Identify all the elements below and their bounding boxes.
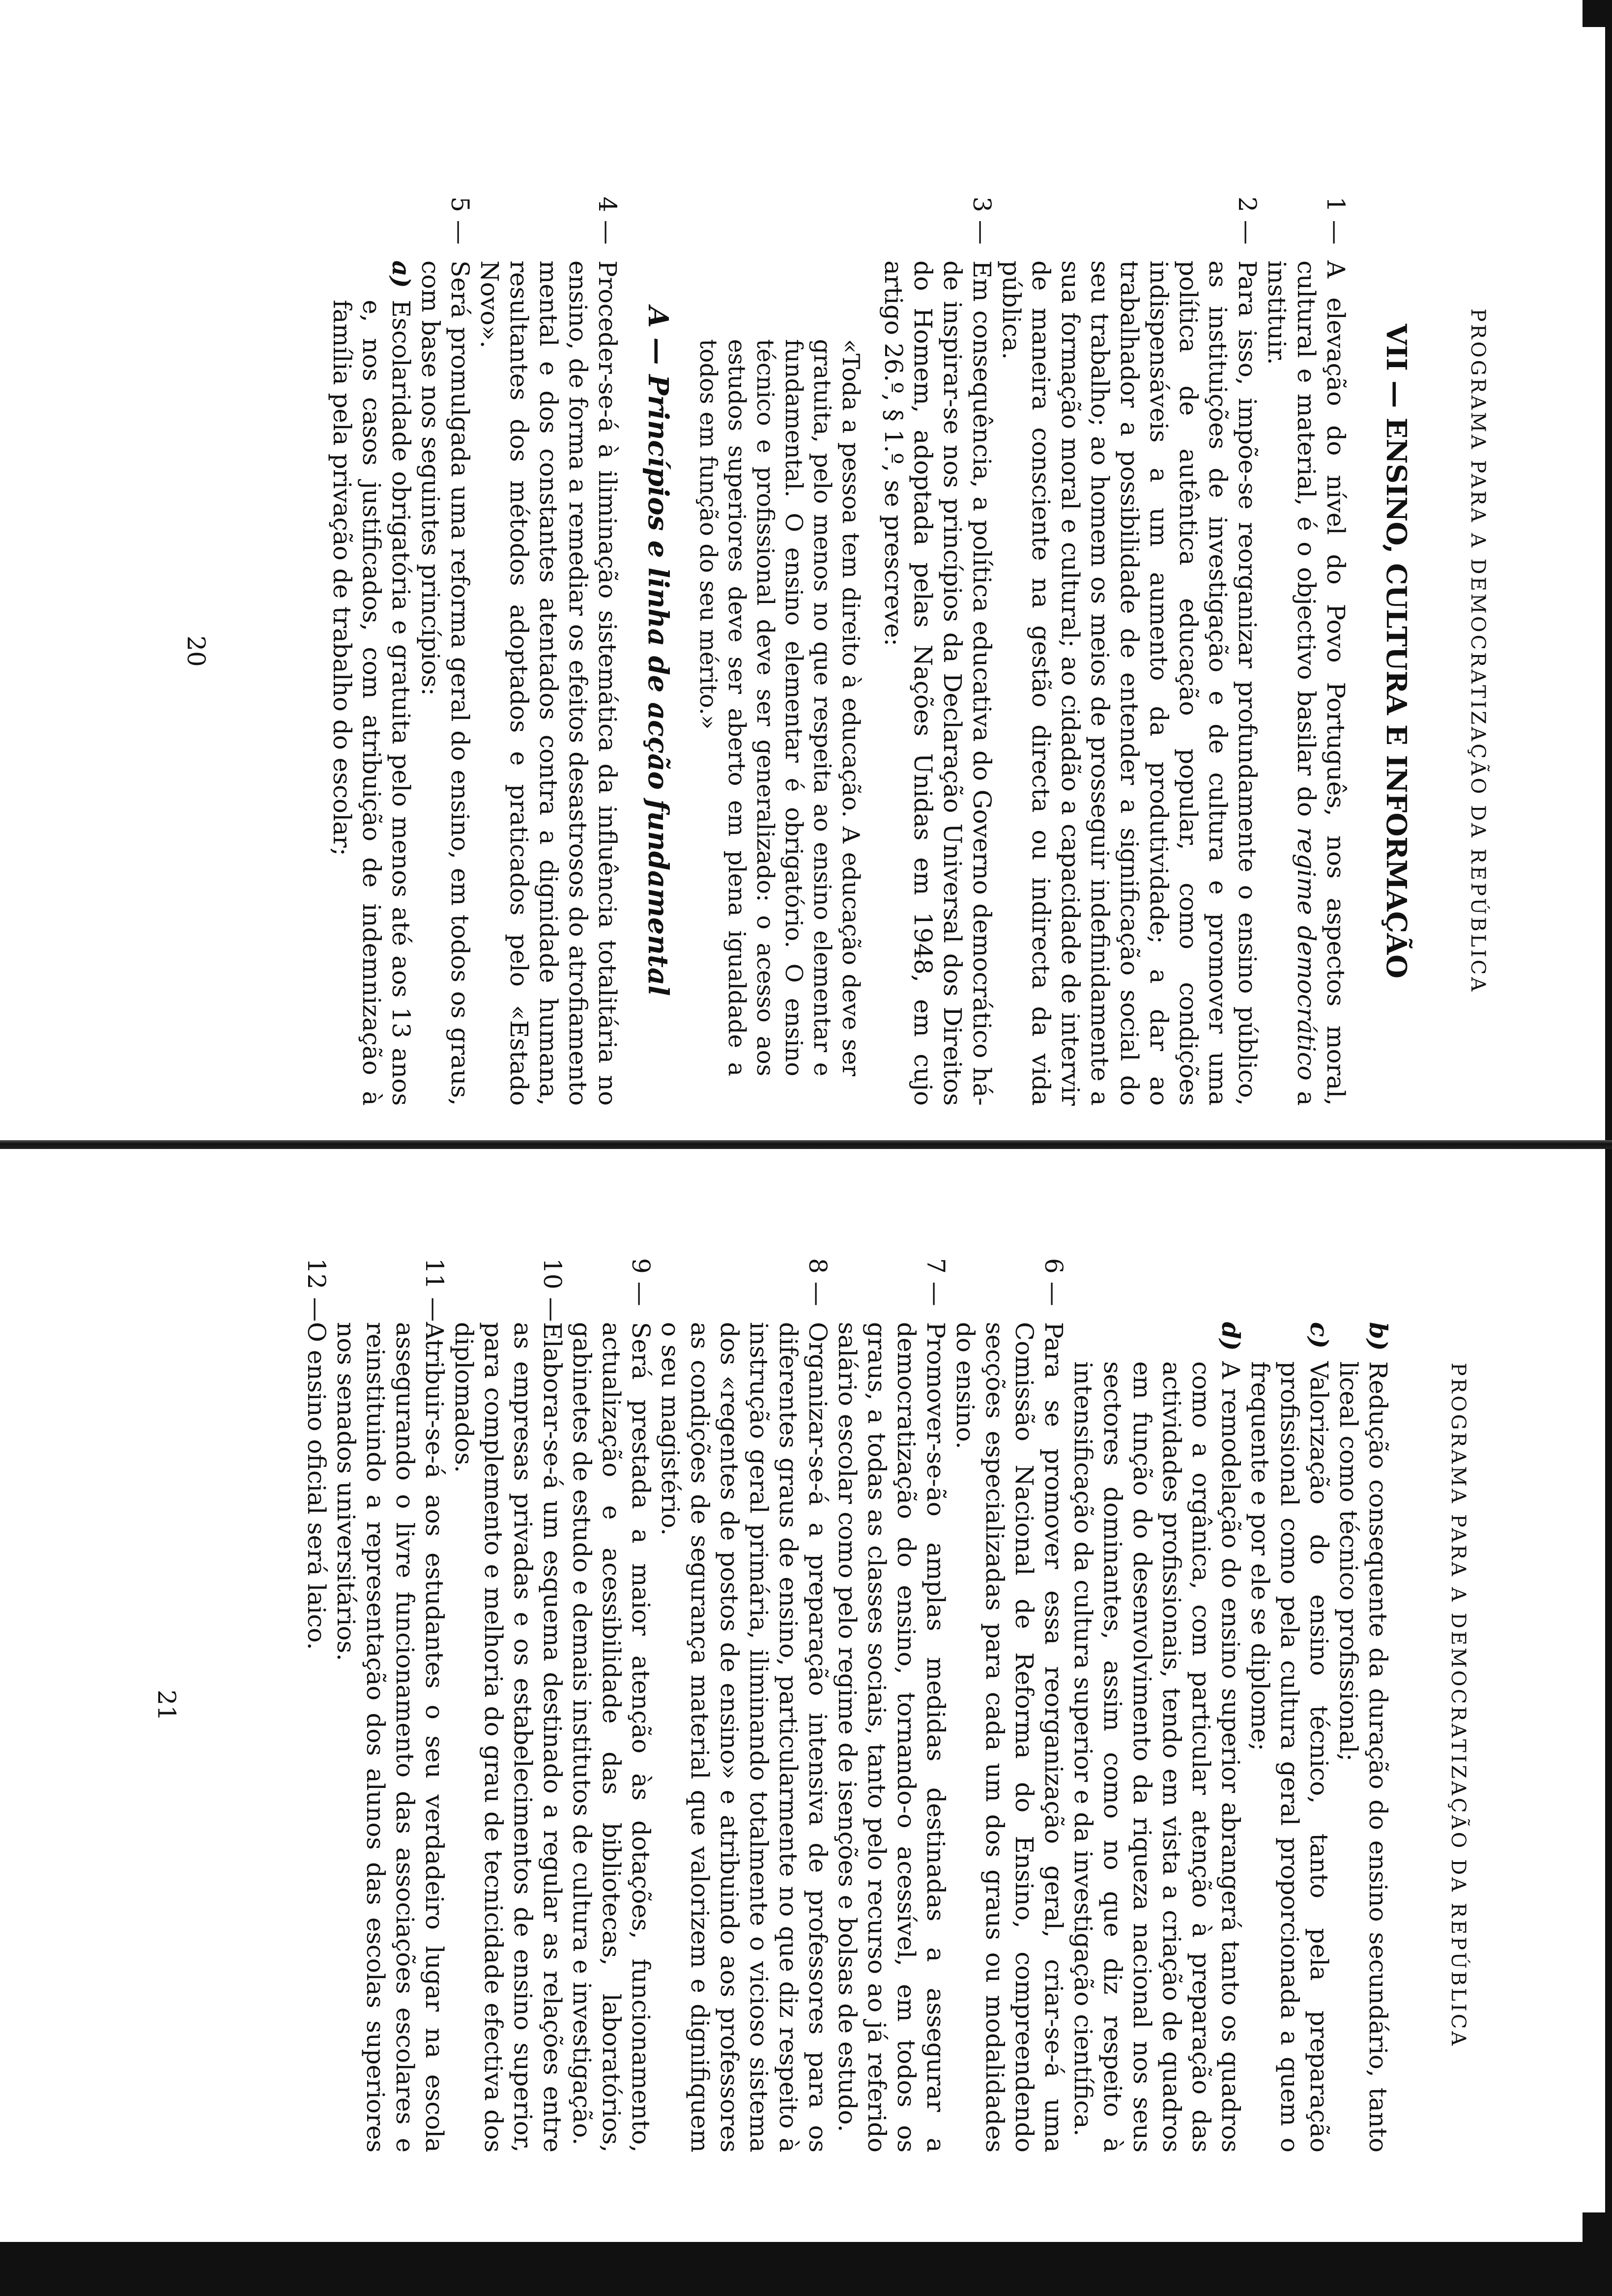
block-quote: «Toda a pessoa tem direito à educação. A educação deve ser gratuita, pelo menos no que respeita ao ensino elementar e fundamental. O ensino elementar é obrigatório. O ensino técnico e profissional deve ser generalizado: o acesso aos estudos superiores deve ser aberto em plena igualdade a todos em função do seu mérito.» bbox=[694, 339, 864, 1076]
page-21 bbox=[133, 1258, 1469, 2152]
paragraph-9 bbox=[567, 1258, 656, 2152]
page-number: 20 bbox=[182, 635, 210, 667]
running-header: PROGRAMA PARA A DEMOCRATIZAÇÃO DA REPÚBLICA bbox=[1447, 1362, 1469, 2048]
paragraph-number: 3 — bbox=[968, 197, 996, 245]
sub-item-text: Redução consequente da duração do ensino secundário, tanto liceal como técnico profissional; bbox=[1334, 1361, 1392, 2152]
paragraph-text: Para isso, impõe-se reorganizar profundamente o ensino público, as instituições de investigação e de cultura e promover uma política de autêntica educação popular, como condições indispensáveis a um aumento da produtividade; a dar ao trabalhador a possibilidade de entender a significação social do seu trabalho; ao homem os meios de prosseguir indefinidamente a sua formação moral e cultural; ao cidadão a capacidade de intervir de maneira consciente na gestão directa ou indirecta da vida pública. bbox=[997, 260, 1262, 1106]
paragraph-text: Proceder-se-á à iliminação sistemática da influência totalitária no ensino, de forma a remediar os efeitos desastrosos do atrofiamento mental e dos constantes atentados contra a dignidade humana, resultantes dos métodos adoptados e praticados pelo «Estado Novo». bbox=[475, 260, 622, 1106]
paragraph-6 bbox=[950, 1258, 1068, 2152]
paragraph-number: 2 — bbox=[1233, 197, 1262, 245]
sub-item-text: A remodelação do ensino superior abrangerá tanto os quadros como a orgânica, com particular atenção à preparação das actividades profissionais, tendo em vista a criação de quadros em função do desenvolvimento da riqueza nacional nos seus sectores dominantes, assim como no que diz respeito à intensificação da cultura superior e da investigação científica. bbox=[1069, 1361, 1245, 2152]
sub-item-c bbox=[1245, 1322, 1334, 2152]
paragraph-1 bbox=[1262, 197, 1351, 1106]
page-number: 21 bbox=[152, 1690, 181, 1721]
paragraph-number: 9 — bbox=[627, 1258, 655, 1306]
sub-item-b bbox=[1334, 1322, 1393, 2152]
subsection-heading: A — Princípios e linha de acção fundamental bbox=[642, 306, 674, 996]
paragraph-7 bbox=[833, 1258, 950, 2152]
scan-border-bottom bbox=[0, 2242, 1612, 2296]
paragraph-text: Promover-se-ão amplas medidas destinadas a assegurar a democratização do ensino, tornando-o acessível, em todos os graus, a todas as classes sociais, tanto pelo recurso ao já referido salário escolar como pelo regime de isenções e bolsas de estudo. bbox=[833, 1322, 950, 2152]
sub-item-text: Valorização do ensino técnico, tanto pela preparação profissional como pela cultura geral proporcionada a quem o frequente e por ele se diplome; bbox=[1246, 1361, 1333, 2152]
paragraph-5 bbox=[416, 197, 475, 1106]
paragraph-number: 4 — bbox=[593, 197, 622, 245]
paragraph-number: 10 — bbox=[538, 1258, 567, 1322]
sub-item-d bbox=[1068, 1322, 1245, 2152]
paragraph-number: 12 — bbox=[302, 1258, 331, 1322]
paragraph-text: Em consequência, a política educativa do Governo democrático há-de inspirar-se nos princípios da Declaração Universal dos Direitos do Homem, adoptada pelas Nações Unidas em 1948, em cujo artigo 26.º, § 1.º, se prescreve: bbox=[879, 260, 996, 1106]
paragraph-10 bbox=[449, 1258, 567, 2152]
paragraph-text: O ensino oficial será laico. bbox=[302, 1322, 331, 1650]
italic-term: regime democrático bbox=[1292, 827, 1321, 1081]
paragraph-number: 6 — bbox=[1039, 1258, 1068, 1306]
paragraph-number: 5 — bbox=[446, 197, 474, 245]
paragraph-number: 11 — bbox=[420, 1258, 449, 1322]
page-20 bbox=[162, 197, 1489, 1106]
paragraph-number: 1 — bbox=[1322, 197, 1350, 245]
paragraph-text: Para se promover essa reorganização geral, criar-se-á uma Comissão Nacional de Reforma do Ensino, compreendendo secções especializadas para cada um dos graus ou modalidades do ensino. bbox=[951, 1322, 1068, 2152]
paragraph-text: Organizar-se-á a preparação intensiva de professores para os diferentes graus de ensino, particularmente no que diz respeito à instrução geral primária, iliminando totalmente o vicioso sistema dos «regentes de postos de ensino» e atribuindo aos professores as condições de segurança material que valorizem e dignifiquem o seu magistério. bbox=[656, 1322, 832, 2152]
paragraph-text: Atribuir-se-á aos estudantes o seu verdadeiro lugar na escola assegurando o livre funcionamento das associações escolares e reinstituindo a representação dos alunos das escolas superiores nos senados universitários. bbox=[332, 1322, 449, 2152]
running-header: PROGRAMA PARA A DEMOCRATIZAÇÃO DA REPÚBLICA bbox=[1467, 308, 1489, 994]
sub-item-letter: d) bbox=[1216, 1322, 1245, 1351]
paragraph-text: A elevação do nível do Povo Português, nos aspectos moral, cultural e material, é o objectivo basilar do regime democrático a instituir. bbox=[1263, 260, 1350, 1106]
sub-item-letter: c) bbox=[1305, 1322, 1334, 1349]
paragraph-text: Será prestada a maior atenção às dotações, funcionamento, actualização e acessibilidade das bibliotecas, laboratórios, gabinetes de estudo e demais institutos de cultura e investigação. bbox=[568, 1322, 655, 2152]
paragraph-2 bbox=[997, 197, 1262, 1106]
paragraph-text: Será promulgada uma reforma geral do ensino, em todos os graus, com base nos seguintes princípios: bbox=[416, 260, 474, 1106]
sub-item-letter: b) bbox=[1364, 1322, 1393, 1351]
paragraph-4 bbox=[475, 197, 622, 1106]
page-fold-divider bbox=[0, 1140, 1612, 1149]
sub-item-letter: a) bbox=[387, 260, 416, 288]
scan-border-top-tab bbox=[1583, 0, 1612, 27]
paragraph-8 bbox=[656, 1258, 833, 2152]
paragraph-3 bbox=[879, 197, 997, 1106]
sub-item-a bbox=[327, 260, 416, 1106]
paragraph-number: 8 — bbox=[804, 1258, 832, 1306]
section-title: VII — ENSINO, CULTURA E INFORMAÇÃO bbox=[1380, 323, 1412, 979]
sub-item-text: Escolaridade obrigatória e gratuita pelo menos até aos 13 anos e, nos casos justificados, com atribuição de indemnização à família pela privação de trabalho do escolar; bbox=[328, 300, 415, 1106]
paragraph-11 bbox=[331, 1258, 449, 2152]
paragraph-number: 7 — bbox=[921, 1258, 950, 1306]
paragraph-12 bbox=[302, 1258, 331, 2152]
paragraph-text: Elaborar-se-á um esquema destinado a regular as relações entre as empresas privadas e os estabelecimentos de ensino superior, para complemento e melhoria do grau de tecnicidade efectiva dos diplomados. bbox=[450, 1322, 567, 2152]
